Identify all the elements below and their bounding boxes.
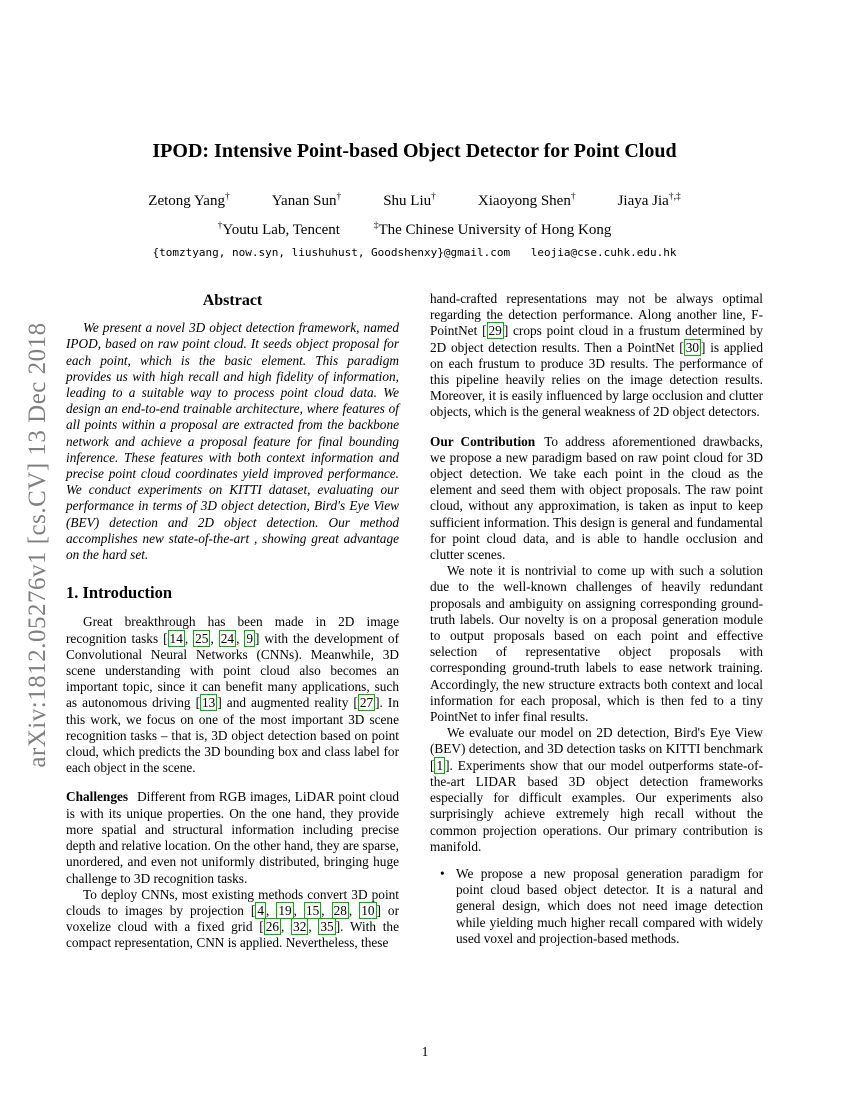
page-number: 1 [421,1044,429,1059]
citation-link[interactable]: 15 [305,902,320,918]
citation-link[interactable]: 27 [359,695,374,711]
citation-link[interactable]: 24 [220,630,235,646]
affiliation-name: The Chinese University of Hong Kong [378,222,612,238]
paper-content [66,140,763,952]
intro-paragraph-3: To deploy CNNs, most existing methods convert 3D point clouds to images by projection [ 4 , 19 , 15 , 28 , 10 ] or voxelize cloud with a fixed grid [ 26 , 32 , 35 ]. With the compact representation, CNN is applied. Nevertheless, these [66,886,399,951]
citation-link[interactable]: 29 [488,323,502,339]
bullet-text: We propose a new proposal generation paradigm for point cloud based object detector. It is a natural and general design, which does not need image detection while yielding much higher recall compared with widely used voxel and projection-based methods. [456,865,763,946]
arxiv-watermark: arXiv:1812.05276v1 [cs.CV] 13 Dec 2018 [24,322,51,768]
citation-link[interactable]: 26 [265,919,279,935]
author-name: Shu Liu [383,193,432,209]
author-affiliation-mark: †,‡ [668,192,681,202]
section-heading-introduction: 1. Introduction [66,583,173,603]
right-column [430,291,763,952]
affiliation [374,222,612,238]
affiliation-mark: † [217,221,223,231]
author-name: Jiaya Jia [617,193,669,209]
citation-link[interactable]: 14 [169,630,183,646]
authors-emails: {tomztyang, now.syn, liushuhust, Goodshenxy}@gmail.com [152,246,511,259]
citation-link[interactable]: 4 [257,902,264,918]
affiliation [218,222,340,238]
citation-link[interactable]: 35 [320,919,334,935]
continuation-paragraph-1: hand-crafted representations may not be always optimal regarding the detection performance. Along another line, F-PointNet [ 29 ] crops point cloud in a frustum determined by 2D object detection results. Then a PointNet [ 30 ] is applied on each frustum to produce 3D results. The performance of this pipeline heavily relies on the image detection results. Moreover, it is easily influenced by large occlusion and clutter objects, which is the general weakness of 2D object detectors. [430,291,763,420]
affiliations-row [66,222,763,239]
contribution-label: Our Contribution [430,433,536,449]
citation-link[interactable]: 19 [278,902,292,918]
citation-link[interactable]: 32 [293,919,307,935]
contribution-paragraph [430,434,763,564]
author-affiliation-mark: † [431,192,436,202]
bullet-icon: • [440,865,445,881]
author [478,193,576,210]
left-column [66,291,399,952]
author [618,193,681,210]
author-affiliation-mark: † [336,192,342,202]
citation-link[interactable]: 25 [195,630,209,646]
challenges-text: Different from RGB images, LiDAR point cloud is with its unique properties. On the one hand, they provide more spatial and structural information including precise depth and relative location. On the other hand, they are sparse, unordered, and even not uniformly distributed, bringing huge challenge to 3D recognition tasks. [66,789,399,886]
author-name: Zetong Yang [148,193,225,209]
last-author-email: leojia@cse.cuhk.edu.hk [530,246,677,259]
two-column-body [66,291,763,952]
citation-link[interactable]: 9 [246,630,254,646]
challenges-label: Challenges [66,789,129,805]
abstract-heading: Abstract [202,292,263,309]
paper-title: IPOD: Intensive Point-based Object Detector for Point Cloud [152,140,677,162]
affiliation-mark: ‡ [373,221,379,231]
list-item [438,866,763,947]
abstract-text: We present a novel 3D object detection framework, named IPOD, based on raw point cloud. It seeds object proposal for each point, which is the basic element. This paradigm provides us with high recall and high fidelity of information, leading to a suitable way to process point cloud data. We design an end-to-end trainable architecture, where features of all points within a proposal are extracted from the backbone network and achieve a proposal feature for final bounding inference. These features with both context information and precise point cloud coordinates yield improved performance. We conduct experiments on KITTI dataset, evaluating our performance in terms of 3D object detection, Bird's Eye View (BEV) detection and 2D object detection. Our method accomplishes new state-of-the-art , showing great advantage on the hard set. [66,320,399,563]
intro-paragraph-1: Great breakthrough has been made in 2D image recognition tasks [ 14 , 25 , 24 , 9 ] with the development of Convolutional Neural Networks (CNNs). Meanwhile, 3D scene understanding with point cloud also becomes an important topic, since it can benefit many applications, such as autonomous driving [ 13 ] and augmented reality [ 27 ]. In this work, we focus on one of the most important 3D scene recognition tasks – that is, 3D object detection based on point cloud, which predicts the 3D bounding box and class label for each object in the scene. [66,614,400,776]
evaluation-paragraph: We evaluate our model on 2D detection, Bird's Eye View (BEV) detection, and 3D detection tasks on KITTI benchmark [ 1 ]. Experiments show that our model outperforms state-of-the-art LIDAR based 3D object detection frameworks especially for difficult examples. Our experiments also surprisingly achieve extremely high recall without the common projection operations. Our primary contribution is manifold. [430,725,763,854]
emails-line [66,246,763,259]
author-affiliation-mark: † [570,192,576,202]
author-name: Xiaoyong Shen [477,193,571,209]
citation-link[interactable]: 28 [333,902,347,918]
author [148,193,229,210]
citation-link[interactable]: 30 [685,339,699,355]
citation-link[interactable]: 13 [202,695,216,711]
challenges-paragraph [66,789,399,886]
affiliation-name: Youtu Lab, Tencent [222,222,340,238]
contribution-text: To address aforementioned drawbacks, we propose a new paradigm based on raw point cloud for 3D object detection. We take each point in the cloud as the element and seed them with object proposals. The raw point cloud, without any approximation, is taken as input to keep sufficient information. This design is general and fundamental for point cloud data, and is able to handle occlusion and clutter scenes. [430,433,763,563]
author-name: Yanan Sun [271,193,337,209]
authors-row [66,193,763,210]
citation-link[interactable]: 1 [436,757,444,773]
author [272,193,342,210]
novelty-paragraph: We note it is nontrivial to come up with such a solution due to the well-known challenges of heavily redundant proposals and ambiguity on assigning corresponding ground-truth labels. Our novelty is on a proposal generation module to output proposals based on each point and effective selection of representative object proposals with corresponding ground-truth labels to ease network training. Accordingly, the new structure extracts both context and local information for each proposal, which is then fed to a tiny PointNet to infer final results. [430,563,763,725]
author-affiliation-mark: † [224,192,230,202]
author [383,193,436,210]
citation-link[interactable]: 10 [361,902,375,918]
